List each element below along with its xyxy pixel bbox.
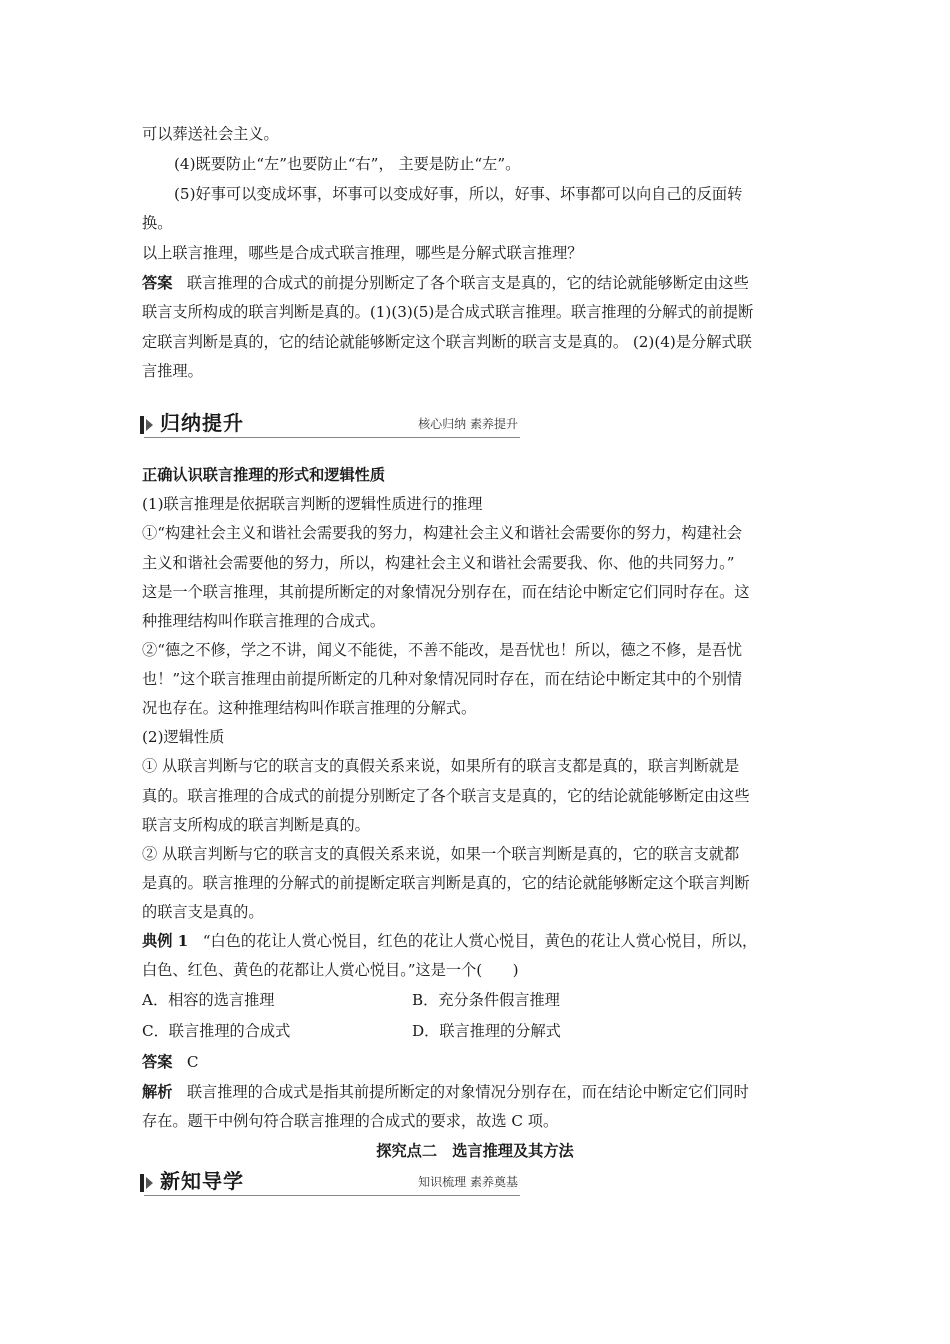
example-label: 典例 1: [142, 932, 189, 950]
answer-text: 联言推理的合成式的前提分别断定了各个联言支是真的，它的结论就能够断定由这些: [186, 274, 749, 292]
banner-bar-icon: [140, 416, 144, 434]
text-line: 是真的。联言推理的分解式的前提断定联言判断是真的，它的结论就能够断定这个联言判断: [142, 874, 750, 892]
answer-line: 言推理。: [142, 362, 203, 380]
text-line: 这是一个联言推理，其前提所断定的对象情况分别存在，而在结论中断定它们同时存在。这: [142, 583, 750, 601]
option-b: B．充分条件假言推理: [412, 991, 560, 1009]
answer-line: [142, 273, 818, 293]
banner-bar-icon: [140, 1174, 144, 1192]
analysis-line: [142, 1082, 818, 1102]
banner-arrow-icon: [146, 1177, 153, 1189]
answer-value: C: [186, 1053, 199, 1071]
text-line: (5)好事可以变成坏事，坏事可以变成好事，所以，好事、坏事都可以向自己的反面转: [174, 185, 743, 203]
section-banner-new-knowledge: [140, 1168, 520, 1194]
analysis-label: 解析: [142, 1083, 173, 1101]
option-c: C．联言推理的合成式: [142, 1022, 291, 1040]
answer-label: 答案: [142, 1053, 173, 1071]
banner-subtitle: 核心归纳 素养提升: [418, 417, 518, 431]
option-d: D．联言推理的分解式: [412, 1022, 561, 1040]
question-line: 以上联言推理，哪些是合成式联言推理，哪些是分解式联言推理？: [142, 244, 583, 262]
example-answer: [142, 1052, 818, 1072]
answer-label: 答案: [142, 274, 173, 292]
text-line: ① 从联言判断与它的联言支的真假关系来说，如果所有的联言支都是真的，联言判断就是: [142, 757, 740, 775]
example-question-line: 白色、红色、黄色的花都让人赏心悦目。”这是一个( ): [142, 961, 519, 979]
text-line: 种推理结构叫作联言推理的合成式。: [142, 612, 385, 630]
banner-title: 归纳提升: [160, 411, 244, 435]
banner-rule: [144, 1195, 520, 1196]
section-banner-summary: [140, 410, 520, 436]
text-line: 况也存在。这种推理结构叫作联言推理的分解式。: [142, 699, 477, 717]
banner-rule: [144, 437, 520, 438]
analysis-line: 存在。题干中例句符合联言推理的合成式的要求，故选 C 项。: [142, 1112, 559, 1130]
example-question: “白色的花让人赏心悦目，红色的花让人赏心悦目，黄色的花让人赏心悦目，所以，: [202, 932, 758, 950]
example-question-line: [142, 931, 818, 951]
text-line: ①“构建社会主义和谐社会需要我的努力，构建社会主义和谐社会需要你的努力，构建社会: [142, 524, 743, 542]
text-line: 联言支所构成的联言判断是真的。: [142, 816, 370, 834]
text-line: 的联言支是真的。: [142, 903, 264, 921]
section-heading: 正确认识联言推理的形式和逻辑性质: [142, 466, 385, 484]
text-line: ② 从联言判断与它的联言支的真假关系来说，如果一个联言判断是真的，它的联言支就都: [142, 845, 740, 863]
text-line: ②“德之不修，学之不讲，闻义不能徙，不善不能改，是吾忧也！所以，德之不修，是吾忧: [142, 641, 743, 659]
text-line: 可以葬送社会主义。: [142, 125, 279, 143]
analysis-text: 联言推理的合成式是指其前提所断定的对象情况分别存在，而在结论中断定它们同时: [186, 1083, 749, 1101]
text-line: 换。: [142, 214, 173, 232]
banner-arrow-icon: [146, 419, 153, 431]
banner-subtitle: 知识梳理 素养奠基: [418, 1175, 518, 1189]
text-line: 真的。联言推理的合成式的前提分别断定了各个联言支是真的，它的结论就能够断定由这些: [142, 787, 750, 805]
answer-line: 联言支所构成的联言判断是真的。(1)(3)(5)是合成式联言推理。联言推理的分解式的前提断: [142, 303, 754, 321]
section-title: 探究点二 选言推理及其方法: [376, 1142, 574, 1160]
subheading: (1)联言推理是依据联言判断的逻辑性质进行的推理: [142, 495, 483, 513]
option-a: A．相容的选言推理: [142, 991, 275, 1009]
text-line: 主义和谐社会需要他的努力，所以，构建社会主义和谐社会需要我、你、他的共同努力。”: [142, 554, 735, 572]
banner-title: 新知导学: [160, 1169, 244, 1193]
text-line: 也！”这个联言推理由前提所断定的几种对象情况同时存在，而在结论中断定其中的个别情: [142, 670, 743, 688]
text-line: (4)既要防止“左”也要防止“右”， 主要是防止“左”。: [174, 155, 521, 173]
subheading: (2)逻辑性质: [142, 728, 225, 746]
answer-line: 定联言判断是真的，它的结论就能够断定这个联言判断的联言支是真的。 (2)(4)是分解式联: [142, 333, 752, 351]
